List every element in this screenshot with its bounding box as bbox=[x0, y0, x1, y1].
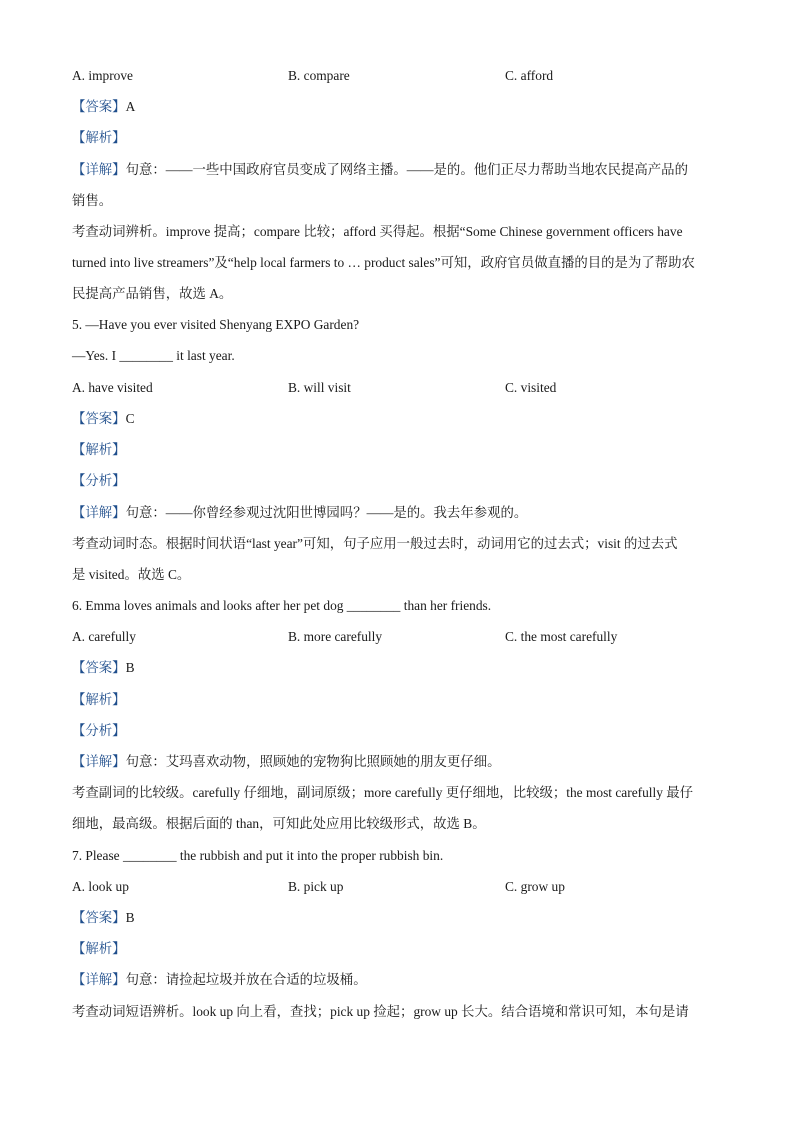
q7-option-b: B. pick up bbox=[288, 879, 344, 894]
q4-option-a: A. improve bbox=[72, 68, 133, 83]
q6-stem-1: 6. Emma loves animals and looks after her pet dog ________ than her friends. bbox=[72, 598, 492, 613]
q5-analysis-tag: 【解析】 bbox=[72, 442, 126, 457]
q5-fenxi-tag: 【分析】 bbox=[72, 473, 126, 488]
q6-answer: 【答案】B bbox=[72, 660, 135, 675]
answer-value: A bbox=[125, 99, 136, 114]
q5-explain-2: 是 visited。故选 C。 bbox=[72, 567, 191, 582]
q6-fenxi-tag: 【分析】 bbox=[72, 723, 126, 738]
q4-analysis-tag: 【解析】 bbox=[72, 130, 126, 145]
answer-tag: 【答案】 bbox=[72, 99, 126, 114]
q4-option-b: B. compare bbox=[288, 68, 350, 83]
q5-option-b: B. will visit bbox=[288, 380, 351, 395]
q5-stem-2: —Yes. I ________ it last year. bbox=[72, 348, 235, 363]
q7-detail-1: 【详解】句意：请捡起垃圾并放在合适的垃圾桶。 bbox=[72, 972, 367, 987]
q6-detail-1: 【详解】句意：艾玛喜欢动物，照顾她的宠物狗比照顾她的朋友更仔细。 bbox=[72, 754, 501, 769]
q6-analysis-tag: 【解析】 bbox=[72, 692, 126, 707]
q4-explain-3: 民提高产品销售，故选 A。 bbox=[72, 286, 233, 301]
q7-option-a: A. look up bbox=[72, 879, 129, 894]
q7-option-c: C. grow up bbox=[505, 879, 565, 894]
q5-stem-1: 5. —Have you ever visited Shenyang EXPO Garden? bbox=[72, 317, 360, 332]
detail-tag: 【详解】 bbox=[72, 162, 126, 177]
q6-option-a: A. carefully bbox=[72, 629, 136, 644]
q6-explain-1: 考查副词的比较级。carefully 仔细地，副词原级；more carefully 更仔细地，比较级；the most carefully 最仔 bbox=[72, 785, 694, 800]
q7-answer: 【答案】B bbox=[72, 910, 135, 925]
q4-detail-2: 销售。 bbox=[72, 193, 113, 208]
q7-stem-1: 7. Please ________ the rubbish and put it into the proper rubbish bin. bbox=[72, 848, 444, 863]
q5-answer: 【答案】C bbox=[72, 411, 135, 426]
q4-answer bbox=[72, 98, 135, 116]
q6-option-c: C. the most carefully bbox=[505, 629, 618, 644]
q5-option-a: A. have visited bbox=[72, 380, 153, 395]
q5-option-c: C. visited bbox=[505, 380, 557, 395]
q5-detail-1: 【详解】句意：——你曾经参观过沈阳世博园吗？——是的。我去年参观的。 bbox=[72, 505, 528, 520]
q4-explain-1: 考查动词辨析。improve 提高；compare 比较；afford 买得起。根据“Some Chinese government officers have bbox=[72, 224, 683, 239]
q4-option-c: C. afford bbox=[505, 68, 554, 83]
q6-option-b: B. more carefully bbox=[288, 629, 383, 644]
q7-analysis-tag: 【解析】 bbox=[72, 941, 126, 956]
q5-explain-1: 考查动词时态。根据时间状语“last year”可知，句子应用一般过去时，动词用它的过去式；visit 的过去式 bbox=[72, 536, 678, 551]
q7-explain-1: 考查动词短语辨析。look up 向上看，查找；pick up 捡起；grow up 长大。结合语境和常识可知，本句是请 bbox=[72, 1004, 689, 1019]
q4-detail-1: 【详解】句意：——一些中国政府官员变成了网络主播。——是的。他们正尽力帮助当地农民提高产品的 bbox=[72, 162, 688, 177]
q6-explain-2: 细地，最高级。根据后面的 than，可知此处应用比较级形式，故选 B。 bbox=[72, 816, 486, 831]
q4-explain-2: turned into live streamers”及“help local farmers to … product sales”可知，政府官员做直播的目的是为了帮助农 bbox=[72, 255, 695, 270]
